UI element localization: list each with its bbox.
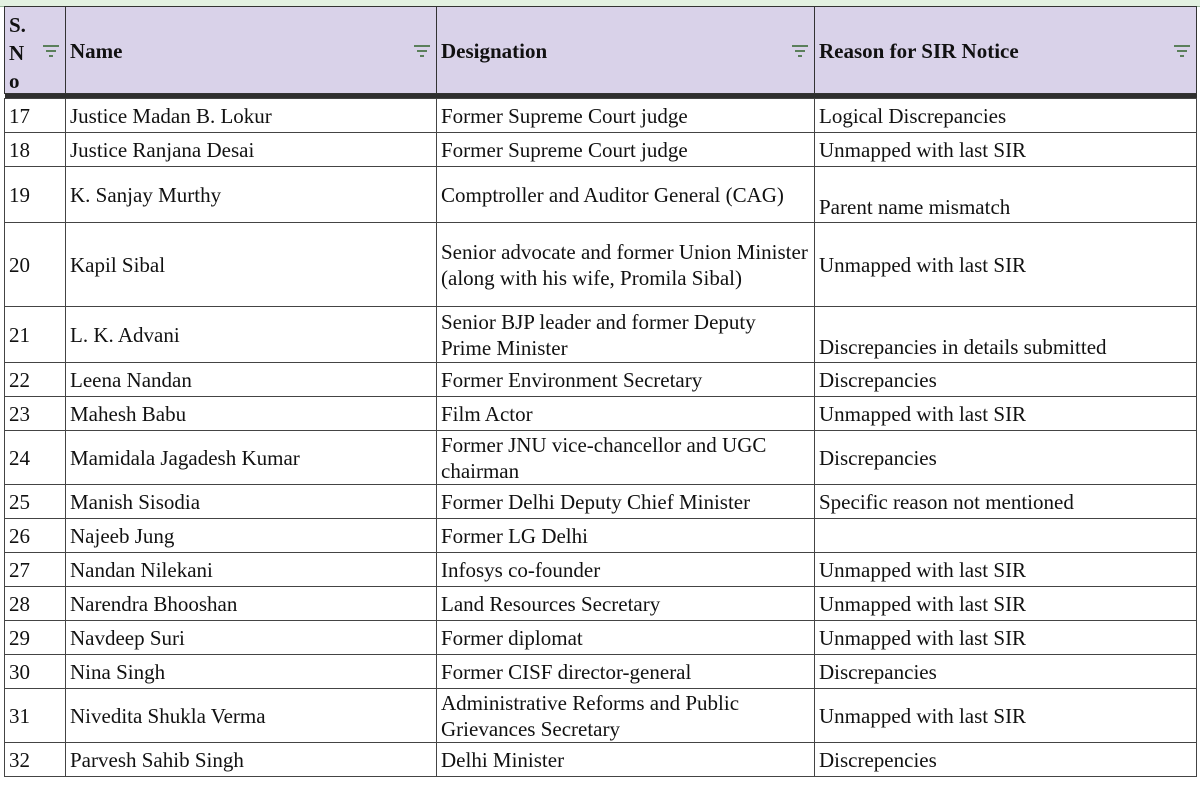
table-row (5, 363, 1197, 397)
cell-reason[interactable]: Discrepancies (815, 431, 1197, 485)
filter-icon[interactable] (792, 45, 808, 57)
cell-designation[interactable]: Former Environment Secretary (437, 363, 815, 397)
cell-reason[interactable]: Logical Discrepancies (815, 99, 1197, 133)
cell-reason[interactable]: Specific reason not mentioned (815, 485, 1197, 519)
cell-name[interactable]: Manish Sisodia (66, 485, 437, 519)
table-row (5, 431, 1197, 485)
table-row (5, 307, 1197, 363)
cell-designation[interactable]: Former Supreme Court judge (437, 133, 815, 167)
cell-name[interactable]: Mamidala Jagadesh Kumar (66, 431, 437, 485)
cell-name[interactable]: Justice Madan B. Lokur (66, 99, 437, 133)
cell-designation[interactable]: Comptroller and Auditor General (CAG) (437, 167, 815, 223)
cell-sno[interactable]: 27 (5, 553, 66, 587)
filter-icon[interactable] (414, 45, 430, 57)
cell-designation[interactable]: Delhi Minister (437, 743, 815, 777)
cell-sno[interactable]: 19 (5, 167, 66, 223)
cell-name[interactable]: Justice Ranjana Desai (66, 133, 437, 167)
table-row (5, 223, 1197, 307)
header-reason (815, 7, 1197, 94)
cell-reason[interactable]: Discrepencies (815, 743, 1197, 777)
cell-reason[interactable]: Discrepancies (815, 363, 1197, 397)
cell-designation[interactable]: Former diplomat (437, 621, 815, 655)
header-sno (5, 7, 66, 94)
header-designation (437, 7, 815, 94)
table-row (5, 553, 1197, 587)
table-row (5, 167, 1197, 223)
table-row (5, 99, 1197, 133)
cell-designation[interactable]: Former Delhi Deputy Chief Minister (437, 485, 815, 519)
table-row (5, 655, 1197, 689)
cell-reason[interactable]: Unmapped with last SIR (815, 223, 1197, 307)
cell-designation[interactable]: Senior advocate and former Union Minister (along with his wife, Promila Sibal) (437, 223, 815, 307)
cell-reason[interactable]: Discrepancies (815, 655, 1197, 689)
cell-designation[interactable]: Film Actor (437, 397, 815, 431)
cell-reason[interactable]: Unmapped with last SIR (815, 689, 1197, 743)
cell-sno[interactable]: 29 (5, 621, 66, 655)
cell-name[interactable]: Nivedita Shukla Verma (66, 689, 437, 743)
cell-reason[interactable]: Unmapped with last SIR (815, 397, 1197, 431)
cell-sno[interactable]: 17 (5, 99, 66, 133)
cell-sno[interactable]: 30 (5, 655, 66, 689)
cell-name[interactable]: L. K. Advani (66, 307, 437, 363)
cell-designation[interactable]: Senior BJP leader and former Deputy Prime Minister (437, 307, 815, 363)
cell-sno[interactable]: 23 (5, 397, 66, 431)
cell-reason[interactable]: Discrepancies in details submitted (815, 307, 1197, 363)
cell-name[interactable]: Leena Nandan (66, 363, 437, 397)
cell-reason[interactable]: Unmapped with last SIR (815, 621, 1197, 655)
cell-name[interactable]: Navdeep Suri (66, 621, 437, 655)
cell-designation[interactable]: Former Supreme Court judge (437, 99, 815, 133)
cell-name[interactable]: Narendra Bhooshan (66, 587, 437, 621)
cell-designation[interactable]: Infosys co-founder (437, 553, 815, 587)
cell-name[interactable]: Parvesh Sahib Singh (66, 743, 437, 777)
header-label: Name (70, 39, 123, 63)
cell-sno[interactable]: 32 (5, 743, 66, 777)
cell-sno[interactable]: 25 (5, 485, 66, 519)
table-row (5, 397, 1197, 431)
cell-reason[interactable]: Unmapped with last SIR (815, 133, 1197, 167)
table-row (5, 485, 1197, 519)
filter-icon[interactable] (1174, 45, 1190, 57)
cell-name[interactable]: Mahesh Babu (66, 397, 437, 431)
filter-icon[interactable] (43, 45, 59, 57)
header-name (66, 7, 437, 94)
table-row (5, 133, 1197, 167)
header-label: Designation (441, 39, 548, 63)
cell-name[interactable]: Nandan Nilekani (66, 553, 437, 587)
cell-sno[interactable]: 28 (5, 587, 66, 621)
cell-reason[interactable]: Parent name mismatch (815, 167, 1197, 223)
cell-designation[interactable]: Former CISF director-general (437, 655, 815, 689)
table-row (5, 519, 1197, 553)
cell-sno[interactable]: 31 (5, 689, 66, 743)
table-row (5, 743, 1197, 777)
cell-reason[interactable]: Unmapped with last SIR (815, 587, 1197, 621)
cell-sno[interactable]: 24 (5, 431, 66, 485)
cell-designation[interactable]: Former JNU vice-chancellor and UGC chairman (437, 431, 815, 485)
header-row (5, 7, 1197, 94)
cell-name[interactable]: K. Sanjay Murthy (66, 167, 437, 223)
header-label: Reason for SIR Notice (819, 39, 1019, 63)
cell-name[interactable]: Kapil Sibal (66, 223, 437, 307)
table-row (5, 621, 1197, 655)
cell-designation[interactable]: Land Resources Secretary (437, 587, 815, 621)
cell-sno[interactable]: 26 (5, 519, 66, 553)
cell-reason[interactable]: Unmapped with last SIR (815, 553, 1197, 587)
cell-name[interactable]: Nina Singh (66, 655, 437, 689)
cell-sno[interactable]: 18 (5, 133, 66, 167)
cell-name[interactable]: Najeeb Jung (66, 519, 437, 553)
table-row (5, 587, 1197, 621)
header-label: S. N o (9, 13, 26, 93)
cell-sno[interactable]: 22 (5, 363, 66, 397)
sir-notice-table (4, 6, 1197, 777)
cell-reason[interactable] (815, 519, 1197, 553)
cell-designation[interactable]: Administrative Reforms and Public Grievances Secretary (437, 689, 815, 743)
cell-sno[interactable]: 21 (5, 307, 66, 363)
table-row (5, 689, 1197, 743)
cell-designation[interactable]: Former LG Delhi (437, 519, 815, 553)
cell-sno[interactable]: 20 (5, 223, 66, 307)
